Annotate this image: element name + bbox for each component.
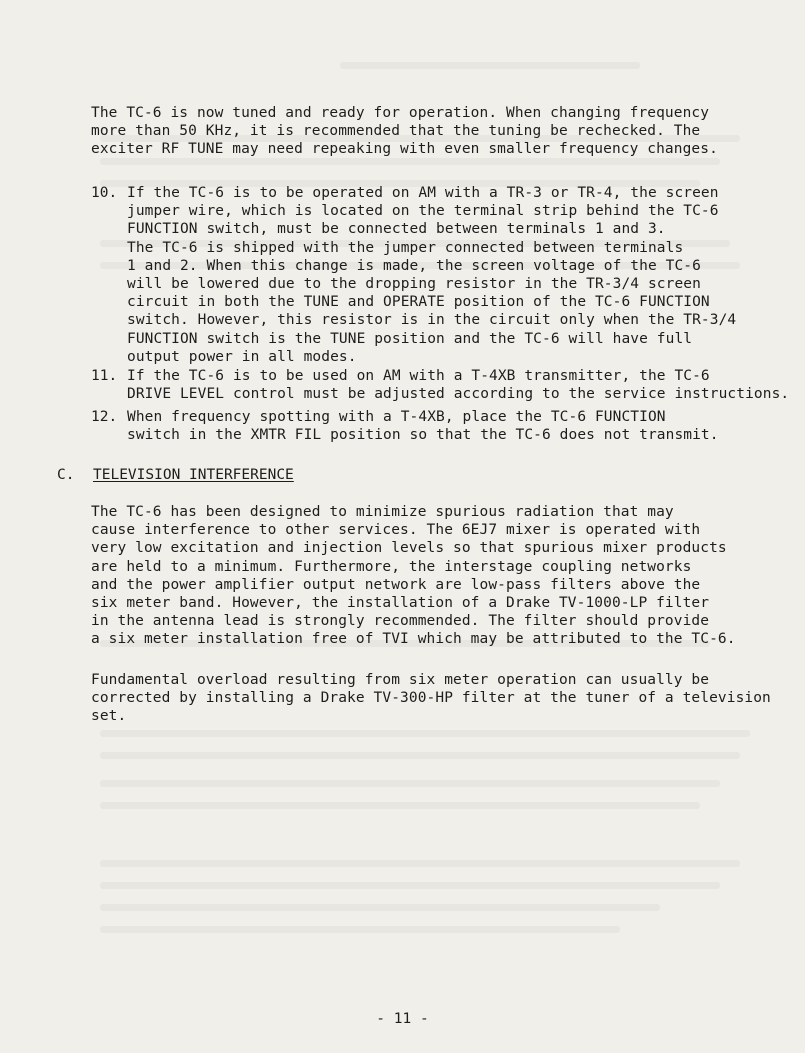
tvi-line: The TC-6 has been designed to minimize spurious radiation that may [91, 504, 674, 520]
item-line: DRIVE LEVEL control must be adjusted according to the service instructions. [127, 386, 790, 403]
intro-line: more than 50 KHz, it is recommended that the tuning be rechecked. The [91, 123, 701, 140]
item-number: 11. [91, 368, 118, 384]
item-line: jumper wire, which is located on the terminal strip behind the TC-6 [127, 203, 719, 220]
item-line: FUNCTION switch, must be connected between terminals 1 and 3. [127, 221, 666, 238]
item-line: If the TC-6 is to be used on AM with a T-4XB transmitter, the TC-6 [127, 368, 710, 384]
item-line: output power in all modes. [127, 348, 357, 365]
overload-line: set. [91, 708, 127, 725]
tvi-paragraph [91, 503, 736, 649]
overload-line: Fundamental overload resulting from six meter operation can usually be [91, 672, 710, 688]
overload-paragraph [91, 671, 771, 726]
tvi-line: in the antenna lead is strongly recommended. The filter should provide [91, 613, 710, 630]
tvi-line: a six meter installation free of TVI which may be attributed to the TC-6. [91, 631, 736, 648]
intro-paragraph [91, 104, 718, 159]
item-number: 12. [91, 409, 118, 425]
section-letter: C. [57, 467, 75, 483]
item-line: FUNCTION switch is the TUNE position and the TC-6 will have full [127, 330, 693, 347]
section-heading [57, 466, 294, 484]
item-12-body [127, 408, 719, 444]
item-line: If the TC-6 is to be operated on AM with a TR-3 or TR-4, the screen [127, 185, 719, 201]
item-line: When frequency spotting with a T-4XB, place the TC-6 FUNCTION [127, 409, 666, 425]
overload-line: corrected by installing a Drake TV-300-HP filter at the tuner of a television [91, 690, 771, 707]
item-line: will be lowered due to the dropping resistor in the TR-3/4 screen [127, 276, 701, 293]
item-line: circuit in both the TUNE and OPERATE position of the TC-6 FUNCTION [127, 294, 710, 311]
item-line: The TC-6 is shipped with the jumper connected between terminals [127, 239, 684, 256]
page-number: - 11 - [376, 1011, 429, 1027]
intro-line: exciter RF TUNE may need repeaking with even smaller frequency changes. [91, 141, 718, 158]
intro-line: The TC-6 is now tuned and ready for operation. When changing frequency [91, 105, 710, 121]
item-line: 1 and 2. When this change is made, the screen voltage of the TC-6 [127, 257, 701, 274]
item-10-body [127, 184, 736, 366]
item-line: switch. However, this resistor is in the circuit only when the TR-3/4 [127, 312, 737, 329]
tvi-line: six meter band. However, the installation of a Drake TV-1000-LP filter [91, 595, 710, 612]
item-line: switch in the XMTR FIL position so that the TC-6 does not transmit. [127, 427, 719, 444]
item-number: 10. [91, 185, 118, 201]
section-title: TELEVISION INTERFERENCE [93, 467, 294, 483]
tvi-line: and the power amplifier output network are low-pass filters above the [91, 576, 701, 593]
tvi-line: very low excitation and injection levels so that spurious mixer products [91, 540, 727, 557]
tvi-line: are held to a minimum. Furthermore, the interstage coupling networks [91, 558, 692, 575]
item-11-body [127, 367, 789, 403]
tvi-line: cause interference to other services. The 6EJ7 mixer is operated with [91, 522, 701, 539]
